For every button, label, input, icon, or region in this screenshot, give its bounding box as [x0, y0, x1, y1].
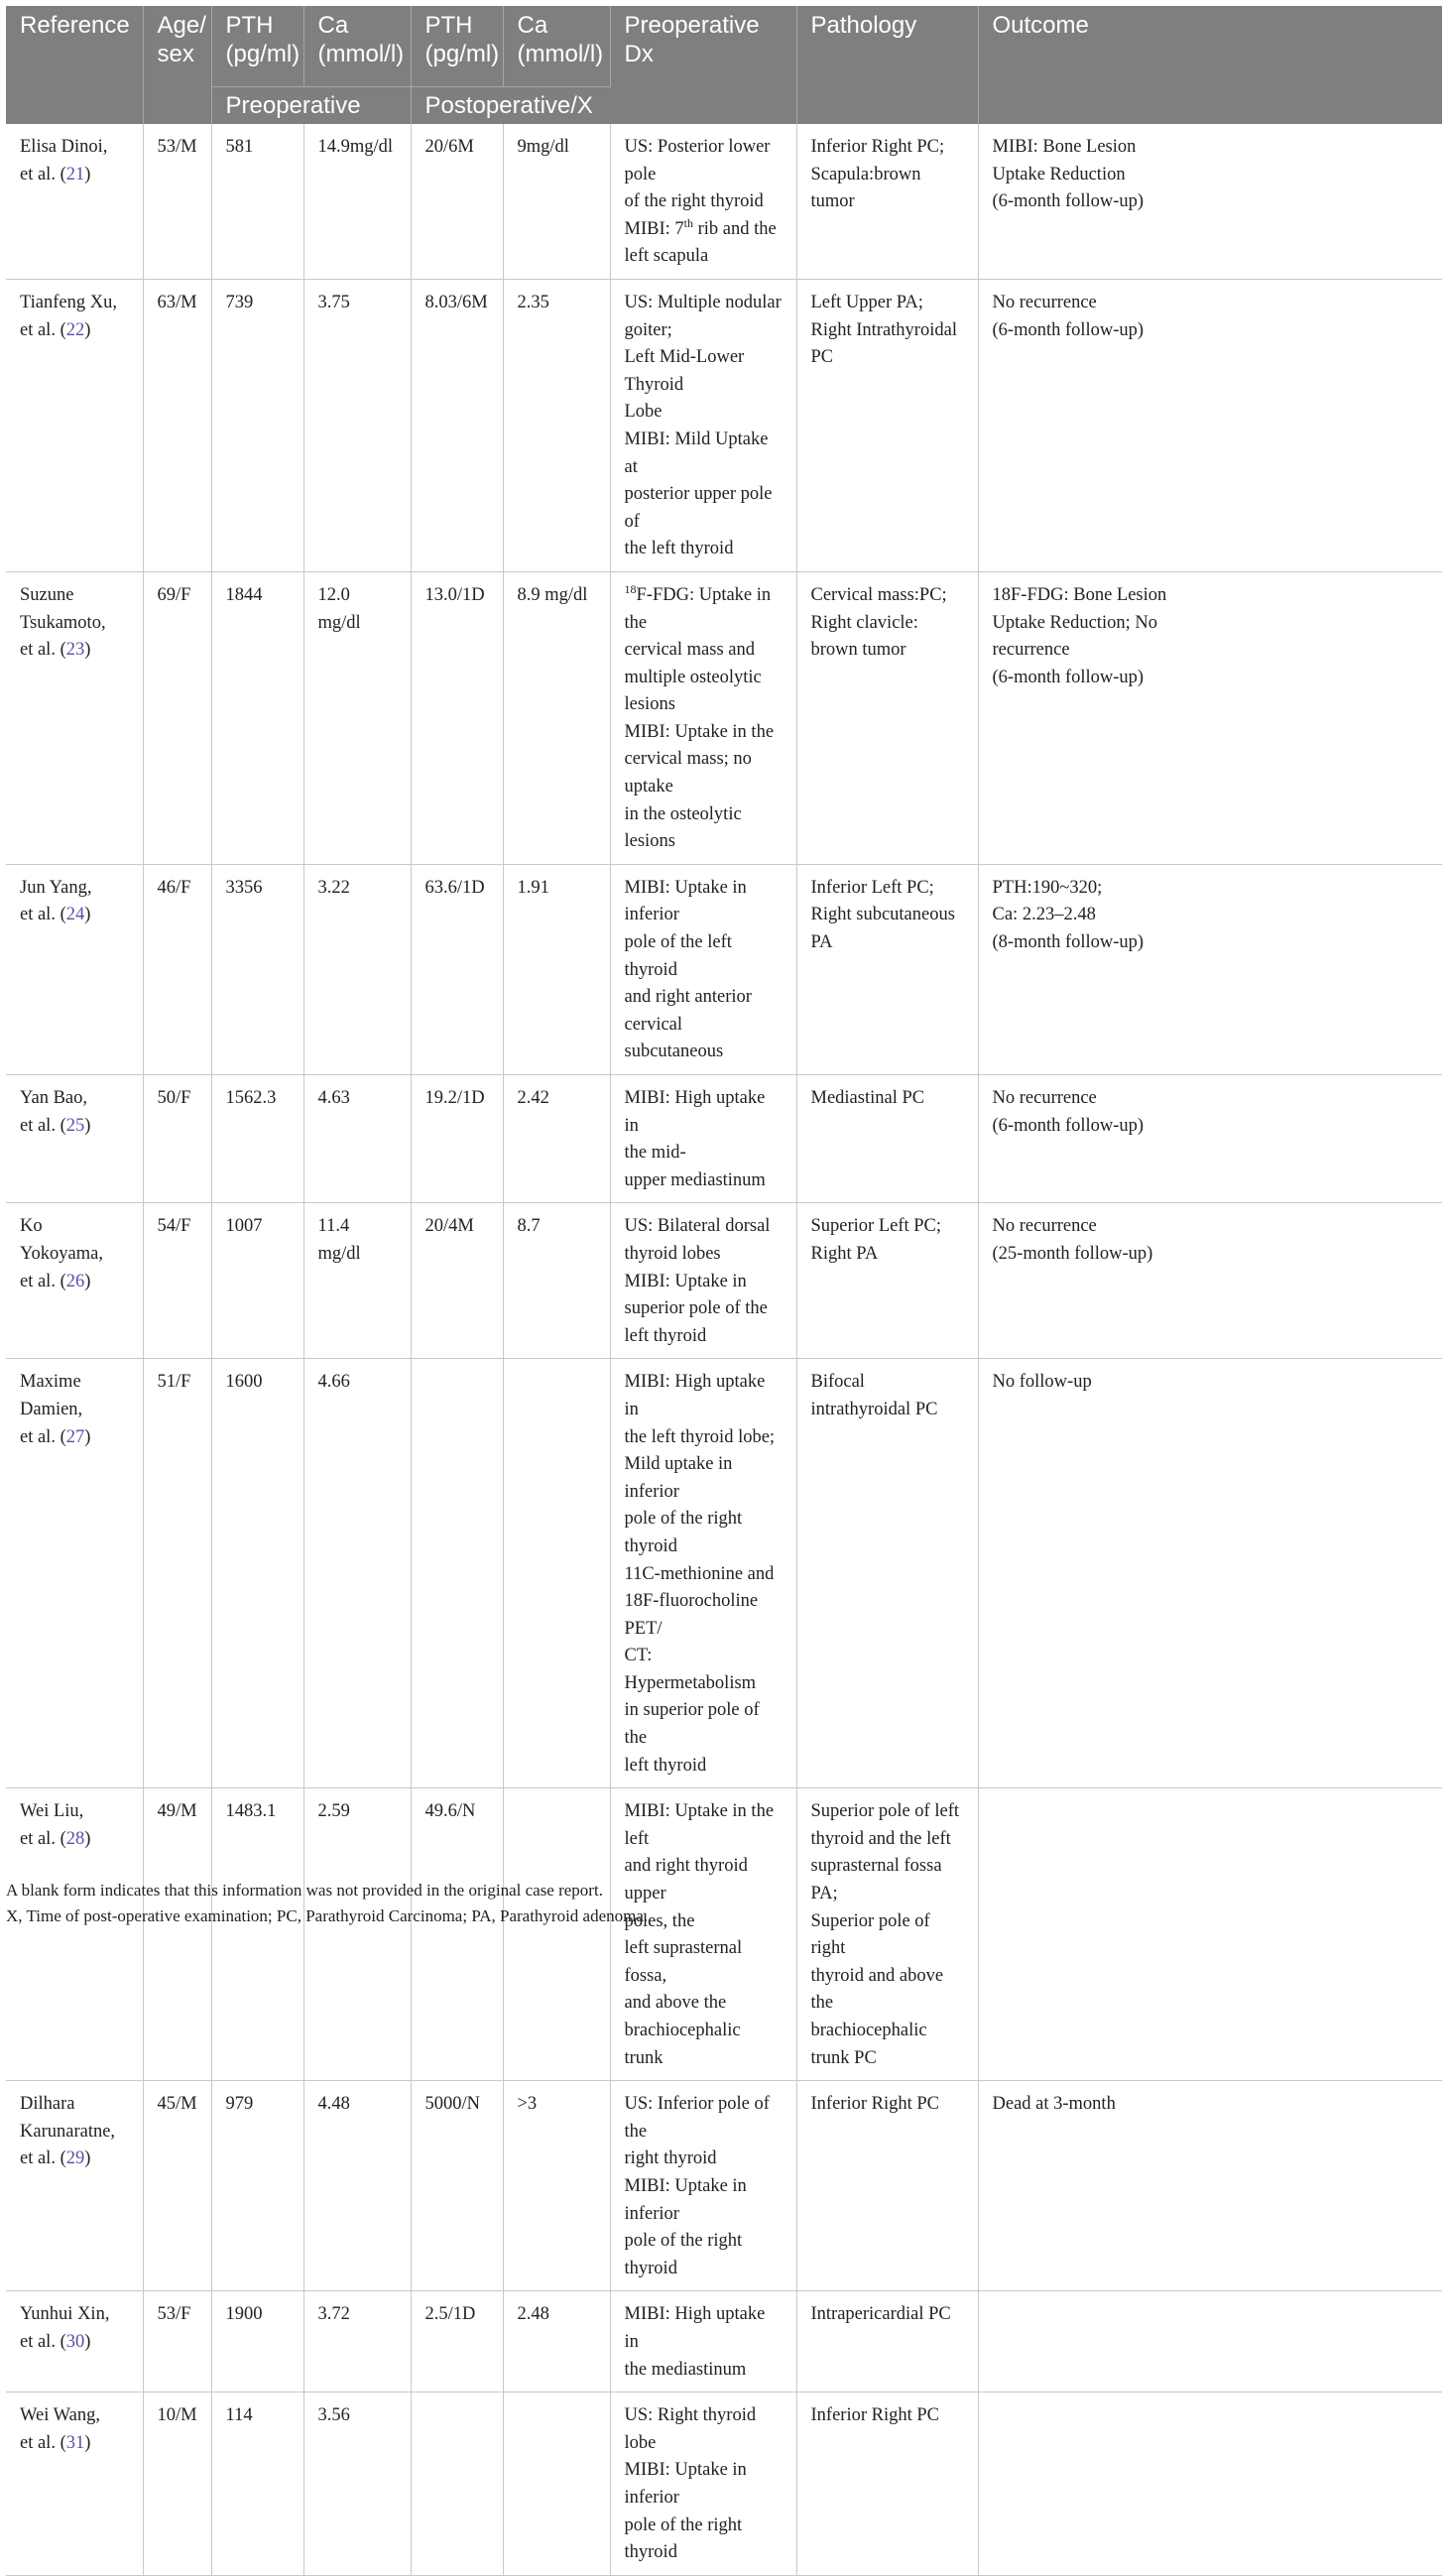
- footnote-abbreviations: X, Time of post-operative examination; PC, Parathyroid Carcinoma; PA, Parathyroid adenoma.: [6, 1906, 649, 1925]
- preop-dx-superscript: th: [683, 215, 693, 230]
- reference-citation-link[interactable]: 23: [65, 640, 85, 661]
- cell-outcome: 18F-FDG: Bone Lesion Uptake Reduction; No recurrence (6-month follow-up): [978, 571, 1442, 864]
- cell-preop-dx: [610, 2081, 796, 2291]
- cell-pth-post: 19.2/1D: [411, 1075, 503, 1203]
- cell-ca-post: 2.42: [503, 1075, 610, 1203]
- cell-preop-dx: [610, 279, 796, 571]
- cell-reference: Dilhara Karunaratne, et al. (29): [6, 2081, 143, 2291]
- cell-ca-pre: 3.75: [303, 279, 411, 571]
- cell-ca-pre: 14.9mg/dl: [303, 124, 411, 279]
- cell-reference: Wei Liu, et al. (28): [6, 1788, 143, 2081]
- cell-outcome: No recurrence (6-month follow-up): [978, 279, 1442, 571]
- cell-pth-pre: 1900: [211, 2291, 303, 2392]
- cell-preop-dx: [610, 1203, 796, 1359]
- cell-preop-dx: [610, 864, 796, 1074]
- cell-ca-post: 8.7: [503, 1203, 610, 1359]
- cell-pth-pre: 114: [211, 2392, 303, 2576]
- cell-age-sex: 51/F: [143, 1359, 211, 1788]
- cell-pathology: Mediastinal PC: [796, 1075, 978, 1203]
- cell-pth-pre: 581: [211, 124, 303, 279]
- cell-reference: Yan Bao, et al. (25): [6, 1075, 143, 1203]
- cell-outcome: [978, 2291, 1442, 2392]
- preop-dx-text: MIBI: High uptake in the left thyroid lobe; Mild uptake in inferior pole of the right thyroid 11C-methionine and 18F-fluorocholine PET/ CT: Hypermetabolism in superior pole of the left thyroid: [624, 1372, 776, 1776]
- cell-age-sex: 54/F: [143, 1203, 211, 1359]
- table-row: [6, 2392, 1442, 2576]
- cell-ca-post: 2.48: [503, 2291, 610, 2392]
- footnote-blank: A blank form indicates that this information was not provided in the original case report.: [6, 1881, 603, 1900]
- cell-pth-pre: 739: [211, 279, 303, 571]
- cell-outcome: [978, 1788, 1442, 2081]
- cell-ca-post: [503, 1788, 610, 2081]
- cell-pathology: Bifocal intrathyroidal PC: [796, 1359, 978, 1788]
- table-row: [6, 124, 1442, 279]
- reference-citation-link[interactable]: 30: [65, 2331, 85, 2352]
- cell-ca-post: 2.35: [503, 279, 610, 571]
- cell-preop-dx: [610, 1359, 796, 1788]
- cell-pth-post: [411, 1359, 503, 1788]
- reference-author: Ko Yokoyama, et al. (: [20, 1216, 103, 1291]
- cell-age-sex: 53/F: [143, 2291, 211, 2392]
- reference-author: Wei Liu, et al. (: [20, 1801, 84, 1849]
- header-preop-dx: Preoperative Dx: [610, 6, 796, 124]
- cell-pth-post: 20/6M: [411, 124, 503, 279]
- header-outcome: Outcome: [978, 6, 1442, 124]
- preop-dx-text: MIBI: High uptake in the mid- upper mediastinum: [624, 1088, 766, 1190]
- cell-ca-post: [503, 1359, 610, 1788]
- header-postoperative: Postoperative/X: [411, 87, 610, 125]
- table-footnotes: [6, 1878, 1442, 1929]
- case-table: [6, 6, 1442, 2576]
- cell-outcome: No recurrence (25-month follow-up): [978, 1203, 1442, 1359]
- cell-pth-pre: 1844: [211, 571, 303, 864]
- reference-author: Maxime Damien, et al. (: [20, 1372, 83, 1447]
- cell-preop-dx: [610, 2392, 796, 2576]
- cell-age-sex: 69/F: [143, 571, 211, 864]
- cell-reference: Suzune Tsukamoto, et al. (23): [6, 571, 143, 864]
- cell-pathology: Superior pole of left thyroid and the left suprasternal fossa PA; Superior pole of right thyroid and above the brachiocephalic trunk PC: [796, 1788, 978, 2081]
- reference-citation-link[interactable]: 26: [65, 1271, 85, 1291]
- reference-citation-link[interactable]: 21: [65, 164, 85, 184]
- cell-pth-post: 13.0/1D: [411, 571, 503, 864]
- preop-dx-text: MIBI: Uptake in the left and right thyroid upper poles, the left suprasternal fossa, and above the brachiocephalic trunk: [624, 1801, 775, 2068]
- cell-ca-pre: 3.22: [303, 864, 411, 1074]
- cell-outcome: PTH:190~320; Ca: 2.23–2.48 (8-month follow-up): [978, 864, 1442, 1074]
- cell-age-sex: 49/M: [143, 1788, 211, 2081]
- cell-outcome: No recurrence (6-month follow-up): [978, 1075, 1442, 1203]
- cell-reference: Maxime Damien, et al. (27): [6, 1359, 143, 1788]
- cell-ca-post: >3: [503, 2081, 610, 2291]
- cell-ca-pre: 4.48: [303, 2081, 411, 2291]
- preop-dx-text-cont: F-FDG: Uptake in the cervical mass and multiple osteolytic lesions MIBI: Uptake in the cervical mass; no uptake in the osteolytic lesions: [624, 584, 775, 852]
- cell-ca-post: 1.91: [503, 864, 610, 1074]
- cell-pathology: Left Upper PA; Right Intrathyroidal PC: [796, 279, 978, 571]
- cell-pathology: Cervical mass:PC; Right clavicle: brown tumor: [796, 571, 978, 864]
- table-row: [6, 864, 1442, 1074]
- preop-dx-superscript: 18: [624, 581, 637, 596]
- preop-dx-text: MIBI: Uptake in inferior pole of the left thyroid and right anterior cervical subcutaneous: [624, 877, 752, 1062]
- cell-pth-pre: 1483.1: [211, 1788, 303, 2081]
- cell-reference: Tianfeng Xu, et al. (22): [6, 279, 143, 571]
- header-pathology: Pathology: [796, 6, 978, 124]
- cell-age-sex: 46/F: [143, 864, 211, 1074]
- preop-dx-text: MIBI: High uptake in the mediastinum: [624, 2304, 766, 2380]
- cell-pathology: Inferior Right PC: [796, 2081, 978, 2291]
- cell-reference: Elisa Dinoi, et al. (21): [6, 124, 143, 279]
- cell-ca-post: 9mg/dl: [503, 124, 610, 279]
- cell-age-sex: 63/M: [143, 279, 211, 571]
- preop-dx-text: US: Inferior pole of the right thyroid MIBI: Uptake in inferior pole of the right thyroid: [624, 2094, 770, 2278]
- cell-pth-pre: 1007: [211, 1203, 303, 1359]
- cell-age-sex: 53/M: [143, 124, 211, 279]
- cell-ca-post: 8.9 mg/dl: [503, 571, 610, 864]
- header-pth-post: PTH (pg/ml): [411, 6, 503, 87]
- cell-outcome: Dead at 3-month: [978, 2081, 1442, 2291]
- cell-pth-post: [411, 2392, 503, 2576]
- cell-ca-pre: 2.59: [303, 1788, 411, 2081]
- reference-author: Suzune Tsukamoto, et al. (: [20, 584, 106, 661]
- table-row: [6, 571, 1442, 864]
- cell-pathology: Inferior Right PC: [796, 2392, 978, 2576]
- reference-citation-link[interactable]: 29: [65, 2148, 85, 2169]
- cell-ca-pre: 4.63: [303, 1075, 411, 1203]
- cell-preop-dx: [610, 124, 796, 279]
- cell-pth-pre: 1562.3: [211, 1075, 303, 1203]
- header-ca-post: Ca (mmol/l): [503, 6, 610, 87]
- reference-citation-link[interactable]: 31: [65, 2432, 85, 2453]
- reference-author: Elisa Dinoi, et al. (: [20, 137, 108, 184]
- cell-preop-dx: [610, 2291, 796, 2392]
- cell-reference: Jun Yang, et al. (24): [6, 864, 143, 1074]
- reference-citation-link[interactable]: 27: [65, 1426, 85, 1447]
- cell-preop-dx: [610, 1788, 796, 2081]
- reference-citation-link[interactable]: 24: [65, 905, 85, 925]
- cell-ca-pre: 3.56: [303, 2392, 411, 2576]
- header-preoperative: Preoperative: [211, 87, 411, 125]
- cell-pathology: Intrapericardial PC: [796, 2291, 978, 2392]
- reference-author: Yan Bao, et al. (: [20, 1088, 88, 1136]
- cell-outcome: [978, 2392, 1442, 2576]
- preop-dx-text: US: Multiple nodular goiter; Left Mid-Lower Thyroid Lobe MIBI: Mild Uptake at posterior upper pole of the left thyroid: [624, 292, 782, 559]
- reference-author: Jun Yang, et al. (: [20, 877, 92, 925]
- header-age-sex: Age/ sex: [143, 6, 211, 124]
- header-pth-pre: PTH (pg/ml): [211, 6, 303, 87]
- preop-dx-text: US: Bilateral dorsal thyroid lobes MIBI: Uptake in superior pole of the left thyroid: [624, 1216, 771, 1346]
- cell-pth-post: 63.6/1D: [411, 864, 503, 1074]
- cell-preop-dx: [610, 571, 796, 864]
- cell-age-sex: 45/M: [143, 2081, 211, 2291]
- cell-pth-post: 5000/N: [411, 2081, 503, 2291]
- reference-author: Dilhara Karunaratne, et al. (: [20, 2094, 116, 2169]
- cell-pth-post: 2.5/1D: [411, 2291, 503, 2392]
- preop-dx-text: US: Right thyroid lobe MIBI: Uptake in inferior pole of the right thyroid: [624, 2405, 757, 2563]
- cell-ca-pre: 11.4 mg/dl: [303, 1203, 411, 1359]
- cell-pth-post: 8.03/6M: [411, 279, 503, 571]
- table-row: [6, 1075, 1442, 1203]
- header-reference: Reference: [6, 6, 143, 124]
- cell-pathology: Superior Left PC; Right PA: [796, 1203, 978, 1359]
- table-row: [6, 2291, 1442, 2392]
- cell-ca-post: [503, 2392, 610, 2576]
- table-row: [6, 1203, 1442, 1359]
- cell-age-sex: 10/M: [143, 2392, 211, 2576]
- cell-ca-pre: 12.0 mg/dl: [303, 571, 411, 864]
- cell-ca-pre: 3.72: [303, 2291, 411, 2392]
- preop-dx-text-cont: rib and the left scapula: [624, 218, 777, 267]
- cell-pathology: Inferior Left PC; Right subcutaneous PA: [796, 864, 978, 1074]
- cell-pth-pre: 1600: [211, 1359, 303, 1788]
- reference-author: Wei Wang, et al. (: [20, 2405, 100, 2453]
- reference-author: Tianfeng Xu, et al. (: [20, 292, 117, 340]
- cell-reference: Wei Wang, et al. (31): [6, 2392, 143, 2576]
- preop-dx-text: US: Posterior lower pole of the right thyroid MIBI: 7: [624, 137, 771, 239]
- cell-ca-pre: 4.66: [303, 1359, 411, 1788]
- table-row: [6, 1359, 1442, 1788]
- reference-author: Yunhui Xin, et al. (: [20, 2304, 110, 2352]
- cell-reference: Yunhui Xin, et al. (30): [6, 2291, 143, 2392]
- cell-preop-dx: [610, 1075, 796, 1203]
- reference-citation-link[interactable]: 25: [65, 1115, 85, 1136]
- cell-reference: Ko Yokoyama, et al. (26): [6, 1203, 143, 1359]
- cell-age-sex: 50/F: [143, 1075, 211, 1203]
- header-ca-pre: Ca (mmol/l): [303, 6, 411, 87]
- cell-outcome: No follow-up: [978, 1359, 1442, 1788]
- cell-pth-post: 20/4M: [411, 1203, 503, 1359]
- reference-citation-link[interactable]: 22: [65, 319, 85, 340]
- cell-pth-pre: 3356: [211, 864, 303, 1074]
- cell-pathology: Inferior Right PC; Scapula:brown tumor: [796, 124, 978, 279]
- table-row: [6, 2081, 1442, 2291]
- cell-outcome: MIBI: Bone Lesion Uptake Reduction (6-month follow-up): [978, 124, 1442, 279]
- table-row: [6, 1788, 1442, 2081]
- cell-pth-pre: 979: [211, 2081, 303, 2291]
- table-row: [6, 279, 1442, 571]
- reference-citation-link[interactable]: 28: [65, 1828, 85, 1849]
- cell-pth-post: 49.6/N: [411, 1788, 503, 2081]
